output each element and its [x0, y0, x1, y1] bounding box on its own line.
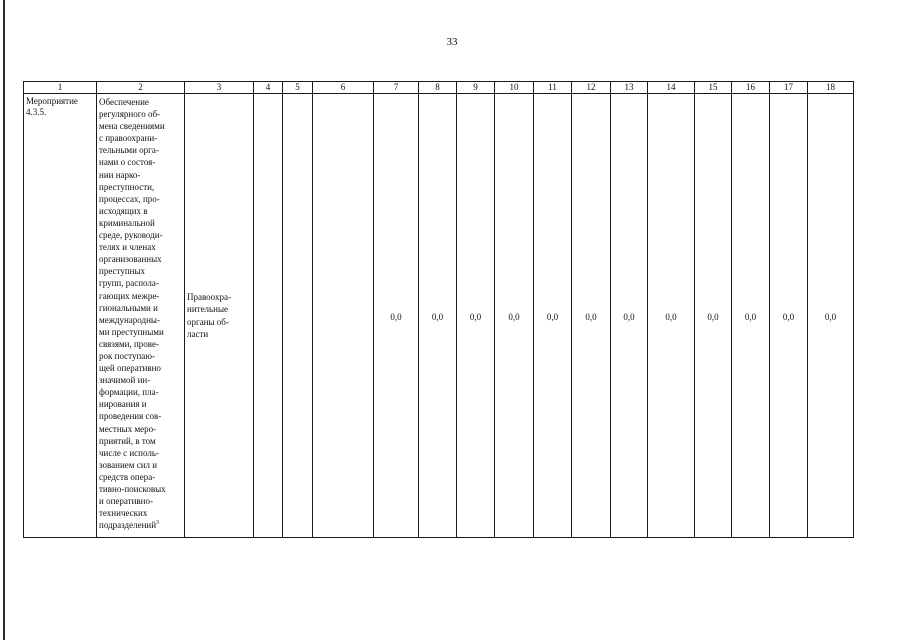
- measures-table: [23, 81, 854, 538]
- value-text: 0,0: [431, 312, 444, 322]
- empty-cell: [254, 94, 283, 538]
- description-line: исходящих в: [99, 205, 148, 216]
- description-line: процессах, про-: [99, 193, 160, 204]
- description-line: связями, прове-: [99, 338, 159, 349]
- column-number: 16: [732, 82, 770, 94]
- value-text: 0,0: [707, 312, 719, 322]
- empty-cell: [283, 94, 313, 538]
- description-line: с правоохрани-: [99, 133, 158, 144]
- value-text: 0,0: [623, 312, 635, 322]
- description-line: рок поступаю-: [99, 350, 156, 361]
- value-text: 0,0: [469, 312, 482, 322]
- executor-cell: [185, 94, 254, 538]
- description-line: регулярного об-: [99, 109, 161, 120]
- description-line: приятий, в том: [99, 435, 156, 446]
- value-text: 0,0: [546, 312, 559, 322]
- value-cell: [534, 94, 572, 538]
- description-line: преступности,: [99, 181, 155, 192]
- column-number: 15: [695, 82, 732, 94]
- value-cell: [808, 94, 854, 538]
- description-line: нирования и: [99, 399, 147, 410]
- column-number: 11: [534, 82, 572, 94]
- column-number: 10: [495, 82, 534, 94]
- value-text: 0,0: [744, 312, 757, 322]
- value-text: 0,0: [665, 312, 677, 322]
- column-number: 3: [185, 82, 254, 94]
- column-number: 13: [611, 82, 648, 94]
- column-number: 12: [572, 82, 611, 94]
- value-text: 0,0: [782, 312, 795, 322]
- value-cell: [770, 94, 808, 538]
- value-cell: [695, 94, 732, 538]
- value-cell: [374, 94, 419, 538]
- value-cell: [732, 94, 770, 538]
- value-text: 0,0: [390, 312, 402, 322]
- executor-line: ласти: [187, 328, 209, 339]
- column-number: 8: [419, 82, 457, 94]
- executor-line: Правоохра-: [187, 292, 231, 303]
- description-line: Обеспечение: [99, 97, 149, 107]
- column-number: 17: [770, 82, 808, 94]
- value-cell: [611, 94, 648, 538]
- value-cell: [495, 94, 534, 538]
- column-number: 7: [374, 82, 419, 94]
- column-number: 1: [24, 82, 97, 94]
- description-line: местных меро-: [99, 423, 157, 434]
- description-line: числе с исполь-: [99, 447, 159, 458]
- measure-cell: [24, 94, 97, 538]
- description-line: ми преступными: [99, 326, 164, 337]
- value-text: 0,0: [824, 312, 837, 322]
- description-line: технических: [99, 508, 148, 519]
- description-line: тивно-поисковых: [99, 484, 166, 494]
- value-cell: [572, 94, 611, 538]
- description-line: зованием сил и: [99, 459, 158, 470]
- description-line: криминальной: [99, 217, 155, 228]
- description-line: среде, руководи-: [99, 230, 163, 241]
- footnote-marker: 3: [156, 520, 160, 527]
- table-row: [24, 94, 854, 538]
- description-line: нии нарко-: [99, 169, 141, 180]
- page-number: 33: [446, 36, 458, 48]
- value-text: 0,0: [585, 312, 597, 322]
- description-line: гающих межре-: [99, 290, 160, 301]
- description-line: формации, пла-: [99, 387, 159, 398]
- column-number: 6: [313, 82, 374, 94]
- description-line-last: [99, 519, 182, 531]
- column-number: 18: [808, 82, 854, 94]
- description-line: и оперативно-: [99, 496, 153, 507]
- column-number: 14: [648, 82, 695, 94]
- value-cell: [419, 94, 457, 538]
- executor-line: органы об-: [187, 316, 229, 327]
- value-cell: [648, 94, 695, 538]
- value-cell: [457, 94, 495, 538]
- empty-cell: [313, 94, 374, 538]
- description-line: тельными орга-: [99, 145, 159, 156]
- executor-line: нительные: [187, 304, 229, 315]
- description-line: гиональными и: [99, 302, 158, 313]
- description-line: проведения сов-: [99, 411, 162, 422]
- description-line: нами о состоя-: [99, 157, 156, 168]
- column-number: 5: [283, 82, 313, 94]
- description-line: организованных: [99, 254, 162, 265]
- description-line: преступных: [99, 266, 146, 277]
- description-line: средств опера-: [99, 471, 156, 482]
- column-number: 2: [97, 82, 185, 94]
- value-text: 0,0: [508, 312, 520, 322]
- measure-label: Мероприятие 4.3.5.: [26, 96, 78, 117]
- description-line: телях и членах: [99, 242, 156, 253]
- column-number-row: [24, 82, 854, 94]
- description-line: подразделений: [99, 520, 157, 531]
- description-cell: [97, 94, 185, 538]
- page-left-edge-rule: [3, 0, 5, 640]
- description-line: мена сведениями: [99, 121, 165, 132]
- column-number: 9: [457, 82, 495, 94]
- description-line: групп, распола-: [99, 278, 159, 289]
- description-line: щей оперативно: [99, 363, 161, 374]
- description-line: значимой ин-: [99, 375, 151, 386]
- column-number: 4: [254, 82, 283, 94]
- description-line: международны-: [99, 314, 160, 325]
